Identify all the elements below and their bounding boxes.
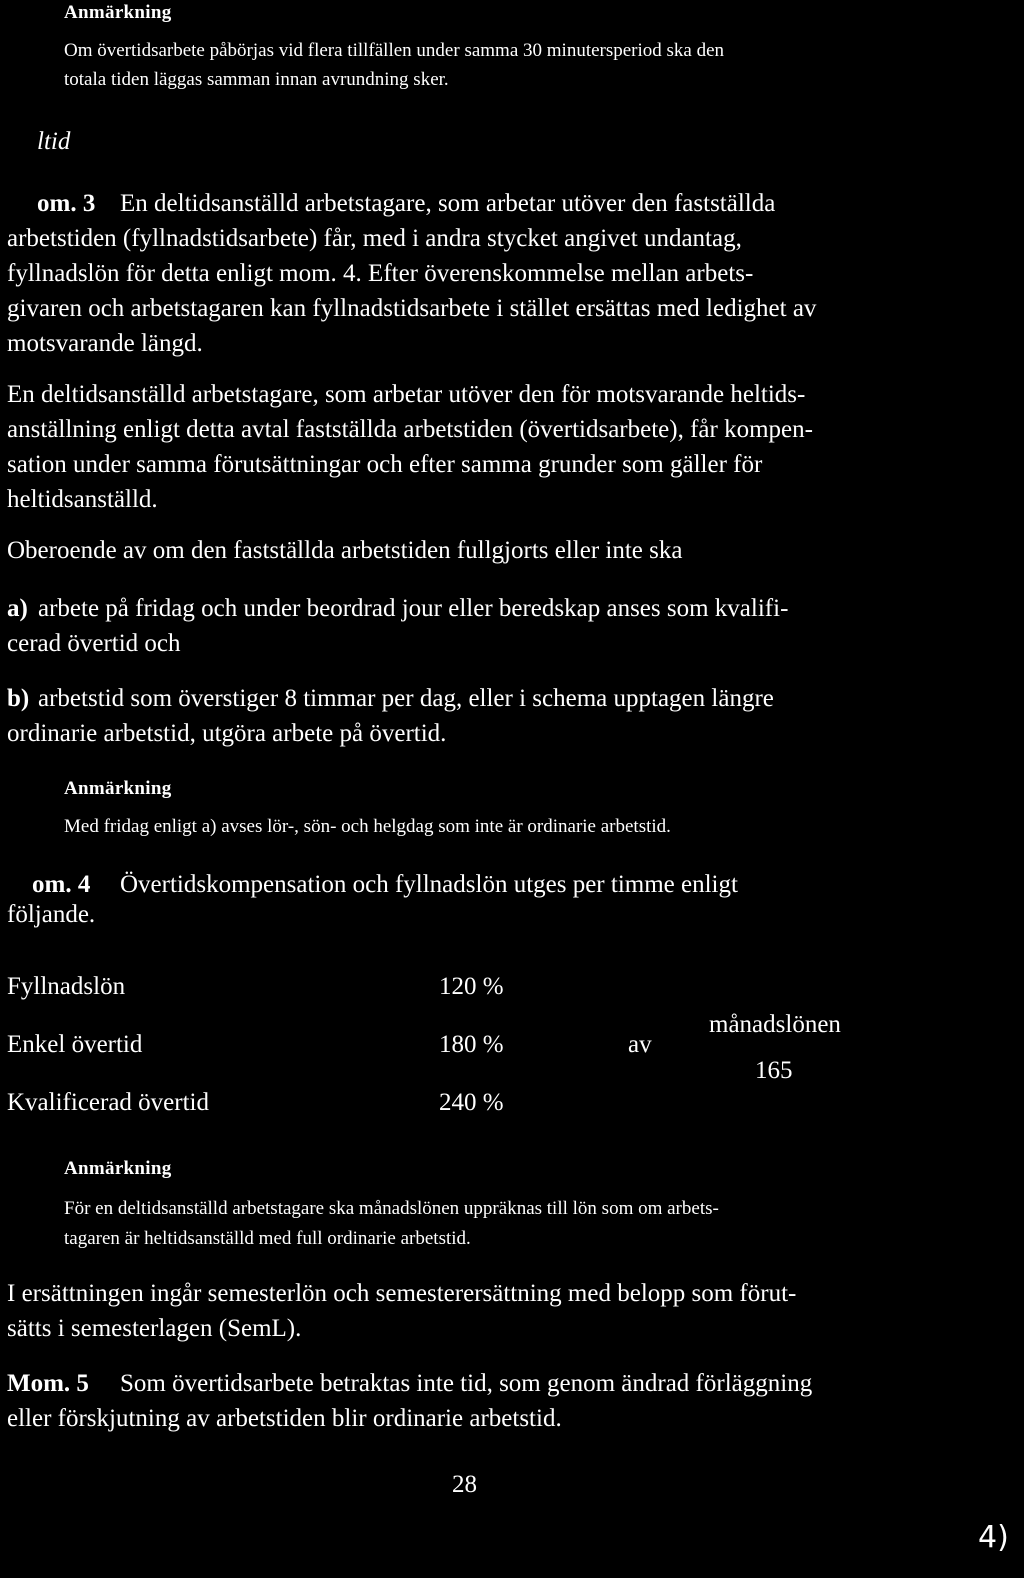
note-text-line: Med fridag enligt a) avses lör-, sön- och helgdag som inte är ordinarie arbetstid.: [64, 816, 671, 837]
paragraph-line: En deltidsanställd arbetstagare, som arbetar utöver den för motsvarande heltids-: [7, 381, 806, 408]
paragraph-line: arbetstiden (fyllnadstidsarbete) får, med i andra stycket angivet undantag,: [7, 225, 742, 252]
paragraph-line: I ersättningen ingår semesterlön och semesterersättning med belopp som förut-: [7, 1280, 797, 1307]
paragraph-line: En deltidsanställd arbetstagare, som arbetar utöver den fastställda: [120, 190, 776, 217]
fraction-numerator: månadslönen: [709, 1011, 841, 1038]
list-item-line: arbete på fridag och under beordrad jour eller beredskap anses som kvalifi-: [38, 595, 789, 622]
paragraph-line: Som övertidsarbete betraktas inte tid, som genom ändrad förläggning: [120, 1370, 813, 1397]
paragraph-line: Oberoende av om den fastställda arbetstiden fullgjorts eller inte ska: [7, 537, 683, 564]
list-item-line: cerad övertid och: [7, 630, 181, 657]
of-word: av: [628, 1031, 652, 1058]
list-marker-a: a): [7, 595, 28, 622]
note-heading: Anmärkning: [64, 2, 172, 23]
page-number: 28: [452, 1471, 477, 1498]
paragraph-line: följande.: [7, 901, 96, 928]
note-text-line: totala tiden läggas samman innan avrundning sker.: [64, 69, 449, 90]
mom5-label: Mom. 5: [7, 1370, 89, 1397]
paragraph-line: sätts i semesterlagen (SemL).: [7, 1315, 302, 1342]
paragraph-line: Övertidskompensation och fyllnadslön utges per timme enligt: [120, 871, 738, 898]
paragraph-line: anställning enligt detta avtal fastställda arbetstiden (övertidsarbete), får kompen-: [7, 416, 813, 443]
note-text-line: tagaren är heltidsanställd med full ordinarie arbetstid.: [64, 1228, 471, 1249]
list-item-line: ordinarie arbetstid, utgöra arbete på övertid.: [7, 720, 447, 747]
list-marker-b: b): [7, 685, 30, 712]
corner-mark: 4): [978, 1520, 1009, 1555]
paragraph-line: eller förskjutning av arbetstiden blir ordinarie arbetstid.: [7, 1405, 562, 1432]
paragraph-line: sation under samma förutsättningar och efter samma grunder som gäller för: [7, 451, 763, 478]
rate-label: Kvalificerad övertid: [7, 1089, 209, 1116]
side-heading: ltid: [37, 128, 71, 155]
paragraph-line: motsvarande längd.: [7, 330, 203, 357]
mom3-label: om. 3: [37, 190, 96, 217]
note-text-line: Om övertidsarbete påbörjas vid flera tillfällen under samma 30 minutersperiod ska den: [64, 40, 725, 61]
note-text-line: För en deltidsanställd arbetstagare ska månadslönen uppräknas till lön som om arbets-: [64, 1198, 719, 1219]
rate-label: Enkel övertid: [7, 1031, 143, 1058]
rate-value: 240 %: [439, 1089, 504, 1116]
note-heading: Anmärkning: [64, 778, 172, 799]
paragraph-line: fyllnadslön för detta enligt mom. 4. Efter överenskommelse mellan arbets-: [7, 260, 754, 287]
list-item-line: arbetstid som överstiger 8 timmar per dag, eller i schema upptagen längre: [38, 685, 774, 712]
paragraph-line: givaren och arbetstagaren kan fyllnadstidsarbete i stället ersättas med ledighet av: [7, 295, 817, 322]
note-heading: Anmärkning: [64, 1158, 172, 1179]
fraction-denominator: 165: [755, 1057, 793, 1084]
rate-value: 180 %: [439, 1031, 504, 1058]
paragraph-line: heltidsanställd.: [7, 486, 158, 513]
rate-value: 120 %: [439, 973, 504, 1000]
mom4-label: om. 4: [32, 871, 91, 898]
rate-label: Fyllnadslön: [7, 973, 126, 1000]
